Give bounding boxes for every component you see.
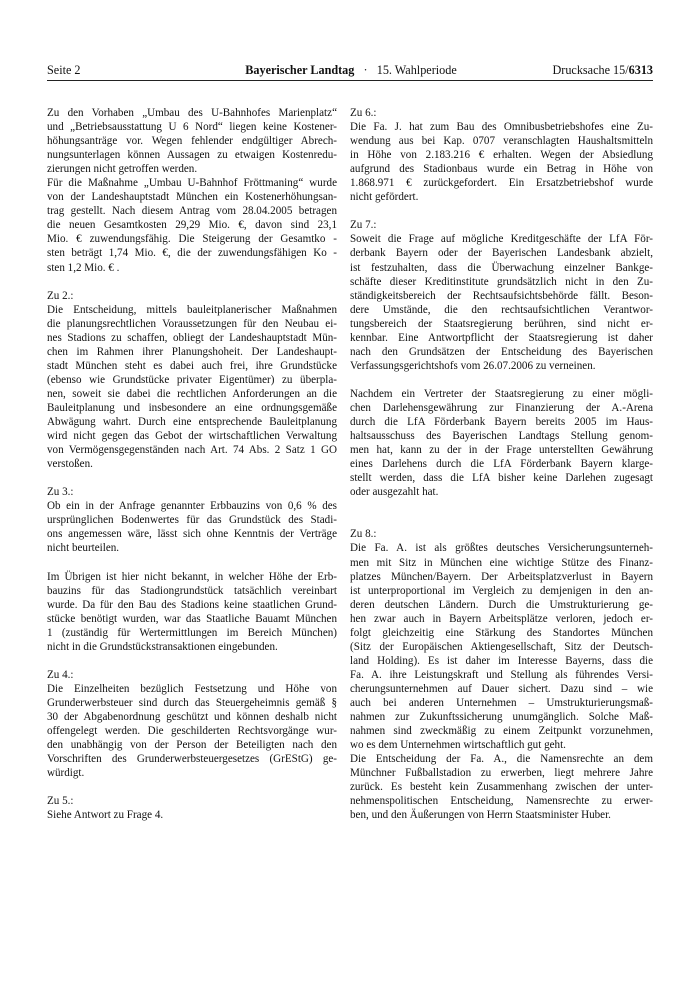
text-line: auch bei anderen Unternehmen – Umstrukturierungsmaß-	[350, 696, 653, 709]
text-line: ständigkeitsbereich der Rechtsaufsichtsbehörde fällt. Beson-	[350, 289, 653, 302]
paragraph	[47, 106, 337, 275]
text-line: wendung aus bei Kap. 0707 veranschlagten Haushaltsmitteln	[350, 135, 653, 148]
text-line: Siehe Antwort zu Frage 4.	[47, 809, 164, 822]
text-line: zierungen nicht getroffen werden.	[47, 163, 198, 176]
text-line: Soweit die Frage auf mögliche Kreditgeschäfte der LfA För-	[350, 233, 653, 246]
text-line: stadt München steht es dabei auch frei, ihre Grundstücke	[47, 359, 337, 372]
text-line: ben, und den Äußerungen von Herrn Staatsminister Huber.	[350, 809, 611, 822]
text-line: und „Betriebsausstattung U 6 Nord“ liegen keine Kostener-	[47, 121, 337, 134]
text-line: Mio. € zuwendungsfähig. Die Steigerung der Gesamtko -	[47, 233, 337, 246]
text-line: Zu 4.:	[47, 668, 74, 681]
text-line: von Vermögensgegenständen nach Art. 74 Abs. 2 Satz 1 GO	[47, 444, 337, 457]
text-line: 30 der Abgabenordnung geschützt und können deshalb nicht	[47, 711, 337, 724]
text-line: ist festzuhalten, dass die Überwachung einzelner Bankge-	[350, 261, 653, 274]
text-line: aufgrund des Stadionbaus wurde ein Betrag in Höhe von	[350, 163, 653, 176]
text-line: land Holding). Es ist daher im Interesse Bayerns, dass die	[350, 654, 653, 667]
text-line: derbank Bayern oder der Bayerischen Landesbank abzielt,	[350, 247, 653, 260]
text-line: Die Fa. A. ist als größtes deutsches Versicherungsunterneh-	[350, 542, 653, 555]
text-line: sten 1,2 Mio. € .	[47, 261, 120, 274]
text-line: Im Übrigen ist hier nicht bekannt, in welcher Höhe der Erb-	[47, 570, 337, 583]
text-line: trag gestellt. Nach diesem Antrag vom 28.04.2005 betragen	[47, 205, 337, 218]
text-line: Die Einzelheiten bezüglich Festsetzung und Höhe von	[47, 682, 337, 695]
text-line: Verfassungsgerichtshofs vom 26.07.2006 zu verneinen.	[350, 359, 596, 372]
text-line: Die Entscheidung der Fa. A., die Namensrechte an dem	[350, 753, 653, 766]
text-line: Zu 6.:	[350, 107, 377, 119]
text-line: die neuen Gesamtkosten 29,29 Mio. €, davon sind 23,1	[47, 219, 337, 232]
text-line: Münchner Fußballstadion zu erwerben, liegt mehrere Jahre	[350, 767, 653, 780]
text-line: Die Entscheidung, mittels bauleitplanerischer Maßnahmen	[47, 303, 337, 316]
paragraph	[350, 387, 653, 499]
text-line: eines Darlehens durch die LfA Förderbank Bayern klarge-	[350, 458, 653, 471]
text-line: Ob ein in der Anfrage genannter Erbbauzins von 0,6 % des	[47, 500, 337, 513]
legislative-period: 15. Wahlperiode	[376, 63, 457, 77]
text-line: Zu den Vorhaben „Umbau des U-Bahnhofes Marienplatz“	[47, 107, 337, 119]
paragraph	[47, 668, 337, 780]
text-line: Nachdem ein Vertreter der Staatsregierung zu einer mögli-	[350, 387, 653, 400]
text-line: Fa. A. ihre Leistungskraft und Stellung als führendes Versi-	[350, 668, 653, 681]
document-reference	[552, 62, 653, 78]
text-line: tungsbereich der Staatsregierung berühren, sind nicht er-	[350, 317, 653, 330]
text-line: ons angemessen wäre, lässt sich ohne Kenntnis der Verträge	[47, 528, 337, 541]
right-column	[350, 106, 653, 822]
text-line: Für die Maßnahme „Umbau U-Bahnhof Fröttmaning“ wurde	[47, 177, 337, 190]
paragraph-gap	[350, 204, 653, 218]
paragraph	[350, 527, 653, 822]
text-line: kennbar. Eine Antwortpflicht der Staatsregierung ist daher	[350, 331, 653, 344]
header-rule	[47, 80, 653, 81]
text-line: in Höhe von 2.183.216 € erhalten. Wegen der Absiedlung	[350, 149, 653, 162]
text-line: oder ausgezahlt hat.	[350, 486, 439, 499]
text-line: deren deutschen Ländern. Durch die Umstrukturierung ge-	[350, 598, 653, 611]
text-line: Abwägung wahrt. Durch eine entsprechende Bauleitplanung	[47, 416, 337, 429]
text-line: nicht beurteilen.	[47, 542, 120, 555]
left-column	[47, 106, 337, 822]
text-line: nahmen zur Zukunftssicherung unumgänglich. Solche Maß-	[350, 711, 653, 724]
text-line: sten beträgt 1,74 Mio. €, die der zuwendungsfähigen Ko -	[47, 247, 337, 260]
doc-number: 6313	[628, 63, 653, 77]
text-line: zurück. Es besteht kein Zusammenhang zwischen der unter-	[350, 781, 653, 794]
doc-prefix: Drucksache 15/	[552, 63, 629, 77]
text-line: würdigt.	[47, 767, 85, 780]
text-line: Grunderwerbsteuer sind durch das Steuergeheimnis gemäß §	[47, 696, 337, 709]
text-line: 1.868.971 € zurückgefordert. Ein Ersatzbetriebshof wurde	[350, 177, 653, 190]
paragraph	[350, 106, 653, 204]
paragraph-gap	[350, 373, 653, 387]
text-line: Vorschriften des Grunderwerbsteuergesetzes (GrEStG) ge-	[47, 753, 337, 766]
header-center	[201, 62, 501, 78]
text-line: die planungsrechtlichen Voraussetzungen für den Neubau ei-	[47, 317, 337, 330]
paragraph	[350, 218, 653, 373]
text-line: chen Darlehensgewährung zur Finanzierung der A.-Arena	[350, 401, 653, 414]
paragraph	[47, 794, 337, 822]
text-line: Bauleitplanung und insbesondere an eine ordnungsgemäße	[47, 401, 337, 414]
paragraph-gap	[47, 780, 337, 794]
text-line: cherungsunternehmen auf Dauer sichert. Dazu sind – wie	[350, 682, 653, 695]
text-line: men mit Sitz in München eine wichtige Stütze des Finanz-	[350, 556, 653, 569]
text-line: wird nicht gegen das Gebot der wirtschaftlichen Verwaltung	[47, 430, 337, 443]
text-line: ursprünglichen Bodenwertes für das Grundstück des Stadi-	[47, 514, 337, 527]
text-line: Die Fa. J. hat zum Bau des Omnibusbetriebshofes eine Zu-	[350, 121, 653, 134]
text-line: nungsunterlagen können Aussagen zu etwaigen Kostenredu-	[47, 149, 337, 162]
text-line: (ebenso wie Grundstücke privater Eigentümer) zu überpla-	[47, 373, 337, 386]
paragraph-gap	[47, 556, 337, 570]
text-line: folgt gleichzeitig eine Stärkung des Standortes München	[350, 626, 653, 639]
text-line: nehmenspolitischen Entscheidung, Namensrechte zu erwer-	[350, 795, 653, 808]
text-line: men hat, kann zu der in der Frage unterstellten Gewährung	[350, 444, 653, 457]
text-line: höhungsanträge vor. Wegen fehlender endgültiger Abrech-	[47, 135, 337, 148]
text-line: Zu 7.:	[350, 219, 377, 232]
header-separator: ·	[363, 63, 368, 77]
paragraph	[47, 289, 337, 472]
paragraph	[47, 570, 337, 654]
text-line: nicht gefördert.	[350, 191, 419, 204]
page-header	[47, 62, 653, 78]
text-line: stücke benötigt wurden, war das Staatliche Bauamt München	[47, 612, 337, 625]
text-line: dere Umstände, die den rechtsaufsichtlichen Verantwor-	[350, 303, 653, 316]
text-line: den unabhängig von der Person der Beteiligten nach den	[47, 739, 337, 752]
text-line: Zu 8.:	[350, 528, 377, 541]
paragraph-gap	[350, 499, 653, 513]
paragraph-gap	[350, 513, 653, 527]
text-line: (Sitz der Europäischen Aktiengesellschaft, Sitz der Deutsch-	[350, 640, 653, 653]
text-line: Zu 2.:	[47, 289, 74, 302]
text-line: nen, soweit sie dabei die rechtlichen Anforderungen an die	[47, 387, 337, 400]
text-line: offengelegt werden. Die geschilderten Rechtsvorgänge wur-	[47, 725, 337, 738]
paragraph-gap	[47, 471, 337, 485]
text-line: nicht in die Grundstückstransaktionen eingebunden.	[47, 640, 278, 653]
text-line: nach den Grundsätzen der Entscheidung des Bayerischen	[350, 345, 653, 358]
text-line: wurde. Da für den Bau des Stadions keine staatlichen Grund-	[47, 598, 337, 611]
text-line: von der Landeshauptstadt München ein Kostenerhöhungsan-	[47, 191, 337, 204]
text-line: bauzins für das Stadiongrundstück tatsächlich vereinbart	[47, 584, 337, 597]
text-line: schäfte dieser Kreditinstitute grundsätzlich nicht in den Zu-	[350, 275, 653, 288]
text-line: durch die LfA Förderbank Bayern bereits 2005 im Haus-	[350, 416, 653, 429]
text-line: verstoßen.	[47, 458, 93, 471]
paragraph-gap	[47, 275, 337, 289]
text-line: 1 (zuständig für Wertermittlungen im Bereich München)	[47, 626, 337, 639]
text-line: stellt werden, dass die LfA bisher keine Darlehen zugesagt	[350, 472, 653, 485]
text-line: platzes München/Bayern. Der Arbeitsplatzverlust in Bayern	[350, 570, 653, 583]
text-line: nes Stadions zu schaffen, obliegt der Landeshauptstadt Mün-	[47, 331, 337, 344]
text-line: wo es dem Unternehmen wirtschaftlich gut geht.	[350, 739, 566, 752]
text-line: ist unterproportional im Vergleich zu demjenigen in den an-	[350, 584, 653, 597]
text-line: nahmen sind zweckmäßig zu einem Zeitpunkt vorzunehmen,	[350, 725, 653, 738]
publisher: Bayerischer Landtag	[245, 63, 355, 77]
page-label: Seite 2	[47, 63, 81, 77]
text-line: Zu 5.:	[47, 795, 74, 808]
text-line: hen zwar auch in Bayern Arbeitsplätze verloren, jedoch er-	[350, 612, 653, 625]
text-line: chen im Rahmen ihrer Planungshoheit. Der Landeshaupt-	[47, 345, 337, 358]
text-line: Zu 3.:	[47, 486, 74, 499]
paragraph	[47, 485, 337, 555]
text-line: haltsausschuss des Bayerischen Landtags Stellung genom-	[350, 430, 653, 443]
paragraph-gap	[47, 654, 337, 668]
